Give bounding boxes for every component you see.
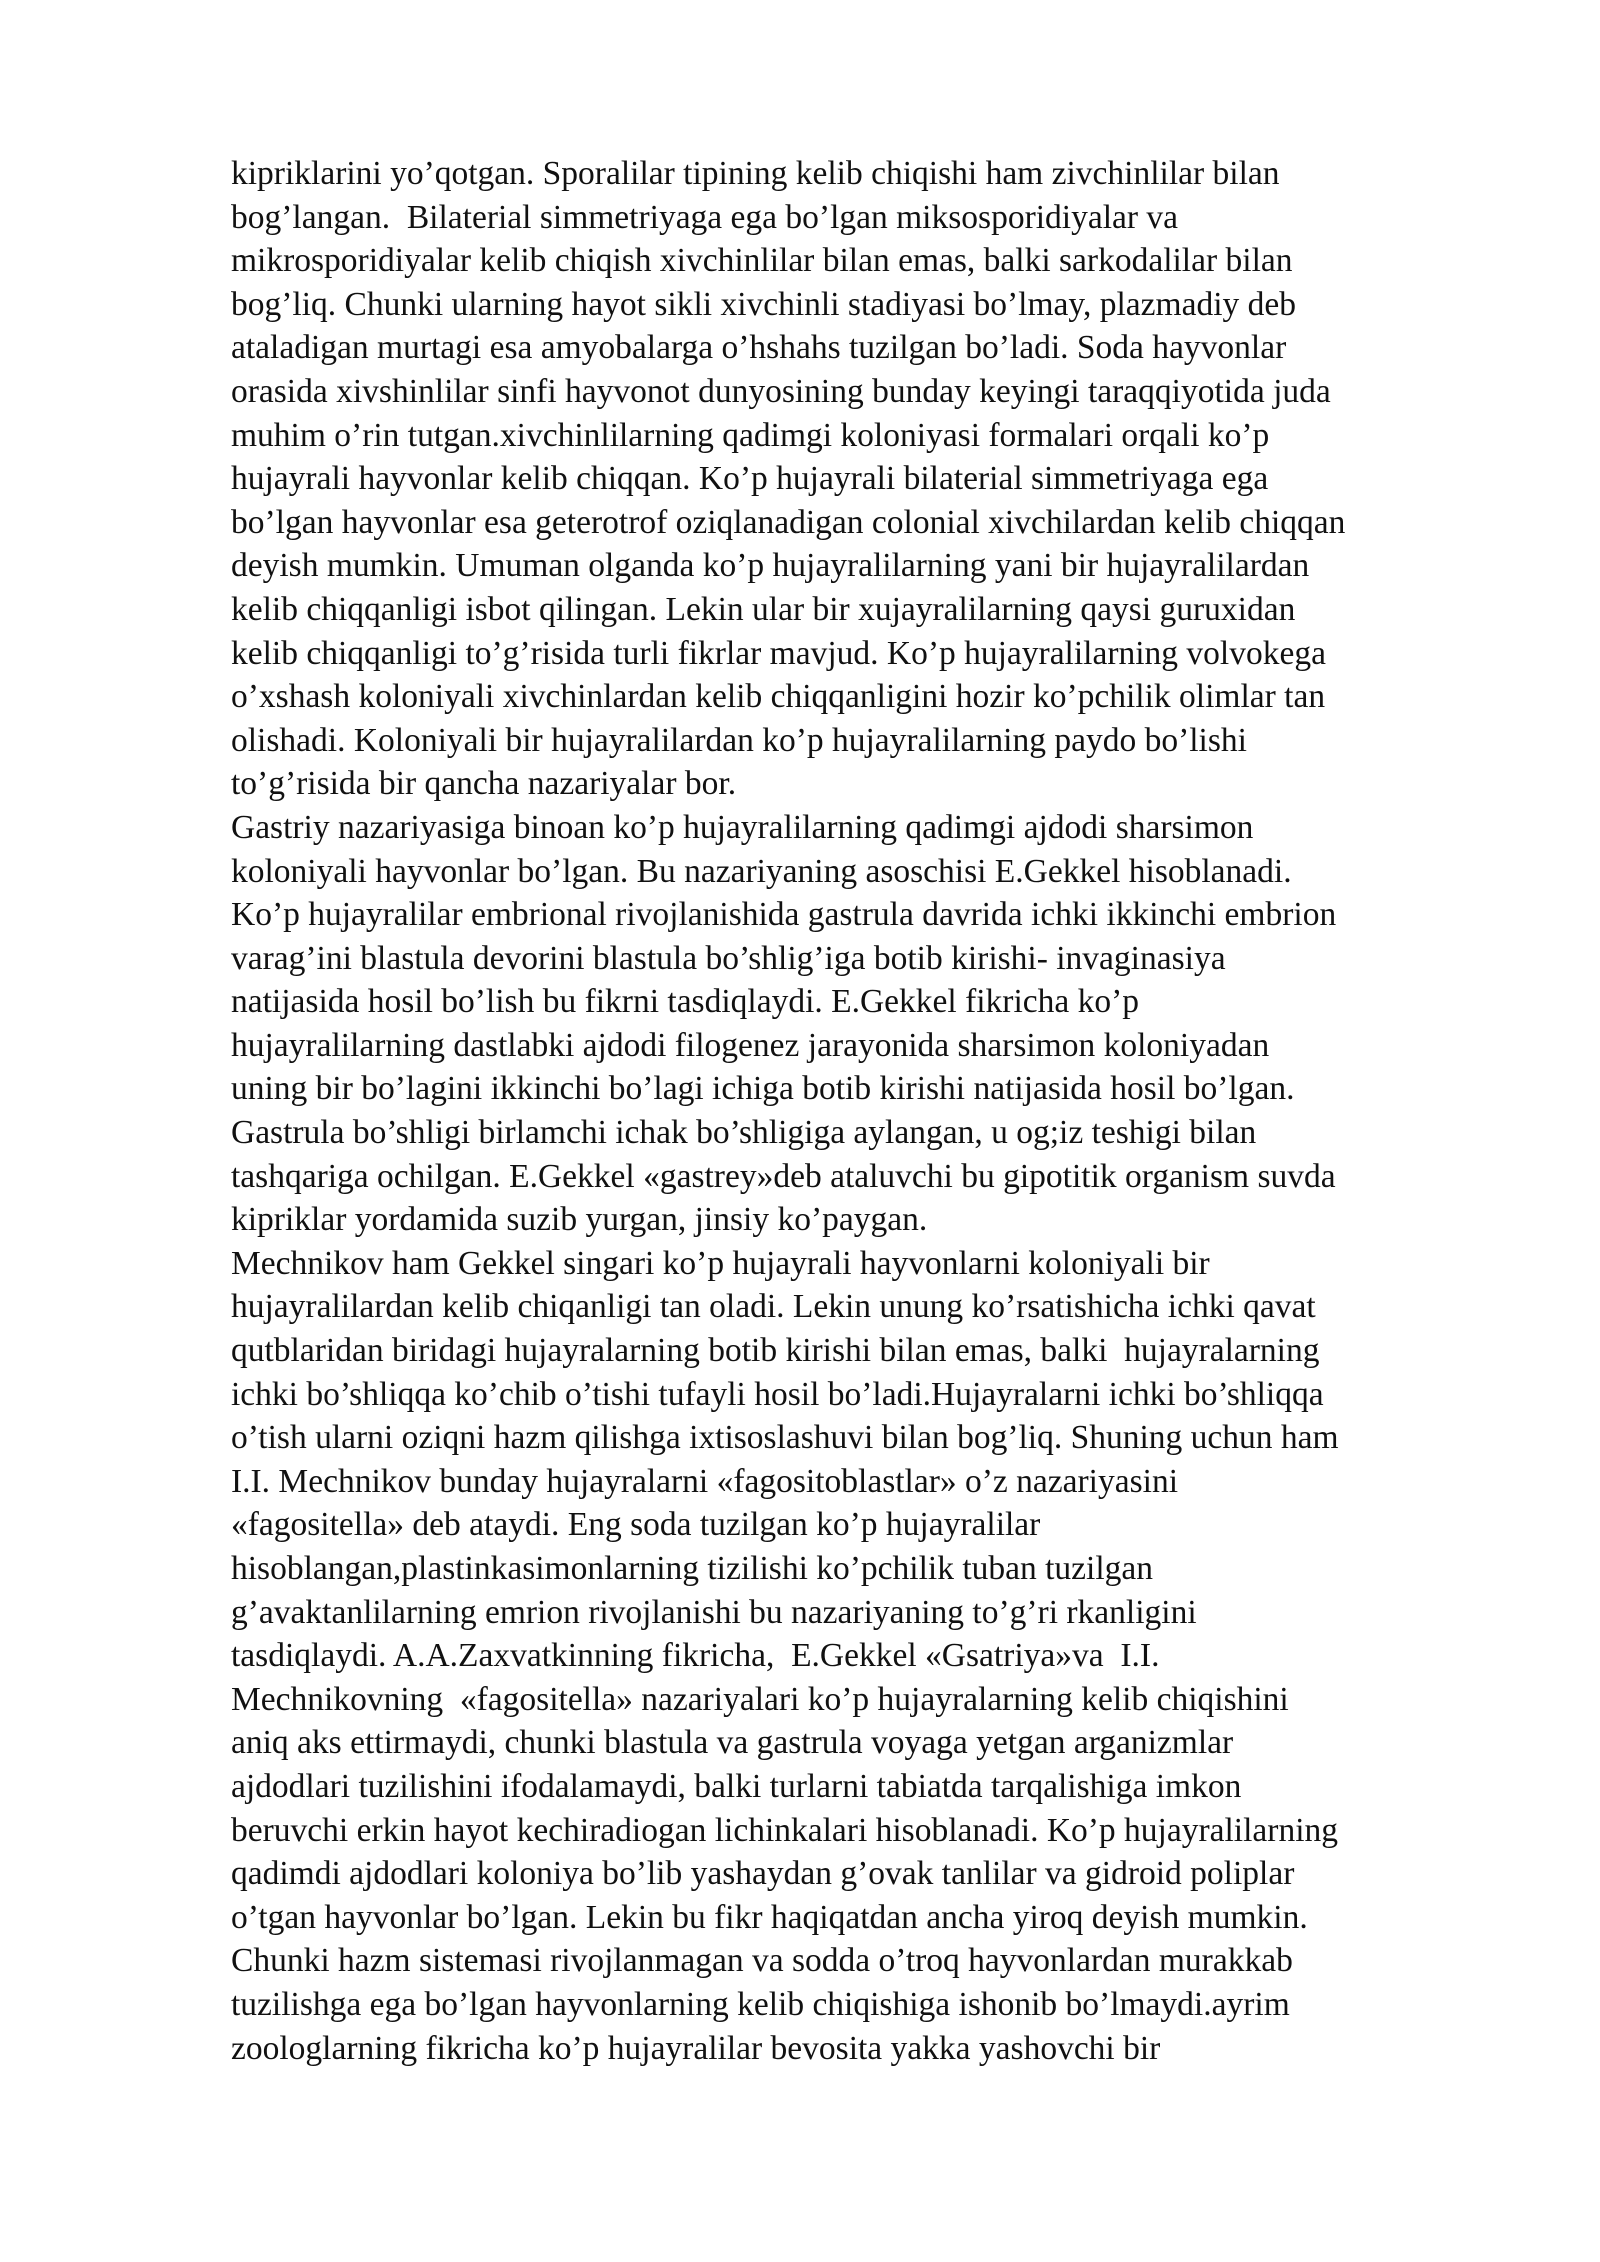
text-line: Chunki hazm sistemasi rivojlanmagan va sodda o’troq hayvonlardan murakkab <box>231 1942 1293 1980</box>
text-line: Gastriy nazariyasiga binoan ko’p hujayralilarning qadimgi ajdodi sharsimon <box>231 808 1254 846</box>
text-line: Ko’p hujayralilar embrional rivojlanishida gastrula davrida ichki ikkinchi embrion <box>231 896 1337 934</box>
text-line: «fagositella» deb ataydi. Eng soda tuzilgan ko’p hujayralilar <box>231 1506 1041 1544</box>
document-body-text <box>231 152 1501 2070</box>
text-line: Gastrula bo’shligi birlamchi ichak bo’shligiga aylangan, u og;iz teshigi bilan <box>231 1114 1257 1152</box>
text-line: Mechnikovning «fagositella» nazariyalari ko’p hujayralarning kelib chiqishini <box>231 1680 1289 1718</box>
text-line: natijasida hosil bo’lish bu fikrni tasdiqlaydi. E.Gekkel fikricha ko’p <box>231 983 1140 1021</box>
text-line: bog’langan. Bilaterial simmetriyaga ega bo’lgan miksosporidiyalar va <box>231 198 1179 236</box>
text-line: tasdiqlaydi. A.A.Zaxvatkinning fikricha, E.Gekkel «Gsatriya»va I.I. <box>231 1637 1160 1675</box>
text-line: o’tish ularni oziqni hazm qilishga ixtisoslashuvi bilan bog’liq. Shuning uchun ham <box>231 1419 1339 1457</box>
text-line: hujayralilardan kelib chiqanligi tan oladi. Lekin unung ko’rsatishicha ichki qavat <box>231 1288 1316 1326</box>
text-line: Mechnikov ham Gekkel singari ko’p hujayrali hayvonlarni koloniyali bir <box>231 1244 1210 1282</box>
text-line: ichki bo’shliqqa ko’chib o’tishi tufayli hosil bo’ladi.Hujayralarni ichki bo’shliqqa <box>231 1375 1324 1413</box>
text-line: kipriklar yordamida suzib yurgan, jinsiy ko’paygan. <box>231 1201 928 1239</box>
text-line: beruvchi erkin hayot kechiradiogan lichinkalari hisoblanadi. Ko’p hujayralilarning <box>231 1811 1339 1849</box>
text-line: o’tgan hayvonlar bo’lgan. Lekin bu fikr haqiqatdan ancha yiroq deyish mumkin. <box>231 1898 1308 1936</box>
text-line: kelib chiqqanligi isbot qilingan. Lekin ular bir xujayralilarning qaysi guruxidan <box>231 590 1296 628</box>
text-line: bog’liq. Chunki ularning hayot sikli xivchinli stadiyasi bo’lmay, plazmadiy deb <box>231 285 1297 323</box>
text-line: qutblaridan biridagi hujayralarning botib kirishi bilan emas, balki hujayralarning <box>231 1332 1320 1370</box>
text-line: o’xshash koloniyali xivchinlardan kelib chiqqanligini hozir ko’pchilik olimlar tan <box>231 678 1326 716</box>
text-line: uning bir bo’lagini ikkinchi bo’lagi ichiga botib kirishi natijasida hosil bo’lgan. <box>231 1070 1295 1108</box>
text-line: varag’ini blastula devorini blastula bo’shlig’iga botib kirishi- invaginasiya <box>231 939 1226 977</box>
text-line: koloniyali hayvonlar bo’lgan. Bu nazariyaning asoschisi E.Gekkel hisoblanadi. <box>231 852 1292 890</box>
text-line: kipriklarini yo’qotgan. Sporalilar tipining kelib chiqishi ham zivchinlilar bilan <box>231 155 1280 192</box>
text-line: hujayrali hayvonlar kelib chiqqan. Ko’p hujayrali bilaterial simmetriyaga ega <box>231 460 1269 498</box>
text-line: ajdodlari tuzilishini ifodalamaydi, balki turlarni tabiatda tarqalishiga imkon <box>231 1767 1242 1805</box>
text-line: mikrosporidiyalar kelib chiqish xivchinlilar bilan emas, balki sarkodalilar bilan <box>231 242 1293 280</box>
text-line: deyish mumkin. Umuman olganda ko’p hujayralilarning yani bir hujayralilardan <box>231 547 1310 585</box>
text-line: g’avaktanlilarning emrion rivojlanishi bu nazariyaning to’g’ri rkanligini <box>231 1593 1197 1631</box>
text-line: I.I. Mechnikov bunday hujayralarni «fagositoblastlar» o’z nazariyasini <box>231 1462 1178 1500</box>
text-line: tuzilishga ega bo’lgan hayvonlarning kelib chiqishiga ishonib bo’lmaydi.ayrim <box>231 1985 1290 2023</box>
text-line: to’g’risida bir qancha nazariyalar bor. <box>231 765 737 803</box>
text-line: orasida xivshinlilar sinfi hayvonot dunyosining bunday keyingi taraqqiyotida juda <box>231 372 1331 410</box>
text-line: ataladigan murtagi esa amyobalarga o’hshahs tuzilgan bo’ladi. Soda hayvonlar <box>231 329 1287 367</box>
text-line: hisoblangan,plastinkasimonlarning tizilishi ko’pchilik tuban tuzilgan <box>231 1550 1154 1587</box>
text-line: bo’lgan hayvonlar esa geterotrof oziqlanadigan colonial xivchilardan kelib chiqqan <box>231 503 1346 541</box>
text-line: olishadi. Koloniyali bir hujayralilardan ko’p hujayralilarning paydo bo’lishi <box>231 721 1247 759</box>
text-line: qadimdi ajdodlari koloniya bo’lib yashaydan g’ovak tanlilar va gidroid poliplar <box>231 1855 1295 1893</box>
text-line: tashqariga ochilgan. E.Gekkel «gastrey»deb ataluvchi bu gipotitik organism suvda <box>231 1157 1336 1195</box>
text-line: hujayralilarning dastlabki ajdodi filogenez jarayonida sharsimon koloniyadan <box>231 1026 1270 1064</box>
text-line: zoologlarning fikricha ko’p hujayralilar bevosita yakka yashovchi bir <box>231 2029 1161 2067</box>
text-line: aniq aks ettirmaydi, chunki blastula va gastrula voyaga yetgan arganizmlar <box>231 1724 1234 1762</box>
text-line: muhim o’rin tutgan.xivchinlilarning qadimgi koloniyasi formalari orqali ko’p <box>231 416 1270 454</box>
text-line: kelib chiqqanligi to’g’risida turli fikrlar mavjud. Ko’p hujayralilarning volvokega <box>231 634 1326 672</box>
